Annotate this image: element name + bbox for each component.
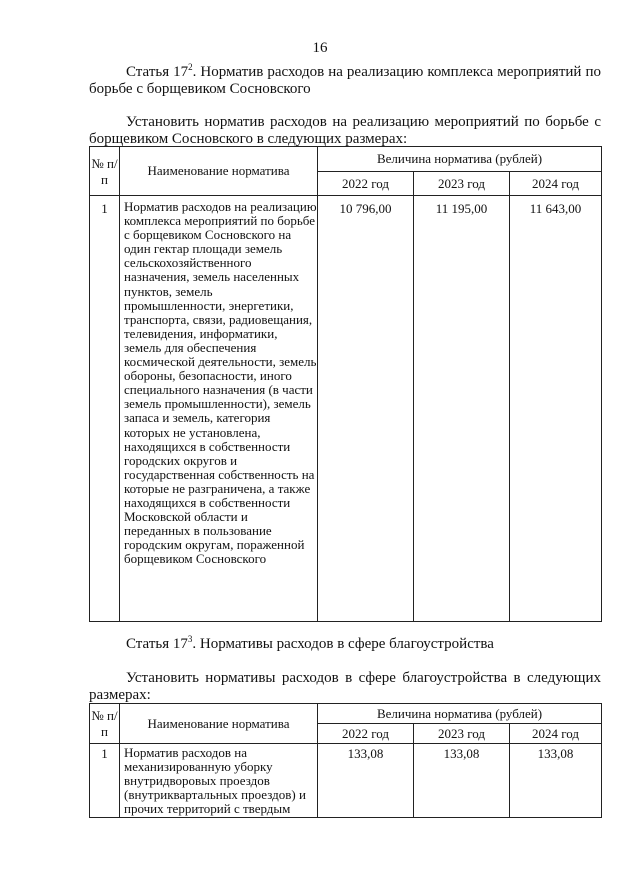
- table-row: [90, 744, 602, 818]
- table-header-year-2022: 2022 год: [318, 724, 414, 744]
- table-row: [90, 196, 602, 622]
- table-header-value-group: Величина норматива (рублей): [318, 147, 602, 172]
- row-value-2022: 133,08: [318, 744, 414, 818]
- article-2-heading: [89, 636, 601, 653]
- row-name: Норматив расходов на реализацию комплекса мероприятий по борьбе с борщевиком Сосновского на один гектар площади земель сельскохозяйственного назначения, земель населенных пунктов, земель промышленности, энергетики, транспорта, связи, радиовещания, телевидения, информатики, земель для обеспечения космической деятельности, земель обороны, безопасности, иного специального назначения (в части земель промышленности), земель запаса и земель, категория которых не установлена, находящихся в собственности городских округов и государственная собственность на которые не разграничена, а также находящихся в собственности Московской области и переданных в пользование городским округам, пораженной борщевиком Сосновского: [120, 196, 318, 622]
- table-header-year-2023: 2023 год: [414, 172, 510, 196]
- table-header-name: Наименование норматива: [120, 147, 318, 196]
- row-value-2023: 133,08: [414, 744, 510, 818]
- article-1-heading: [89, 64, 601, 98]
- article-1-heading-text: . Норматив расходов на реализацию комплекса мероприятий по борьбе с борщевиком Сосновского: [89, 64, 601, 97]
- article-1-heading-superscript: 2: [188, 62, 193, 72]
- table-header-name: Наименование норматива: [120, 704, 318, 744]
- row-value-2022: 10 796,00: [318, 196, 414, 622]
- article-2-heading-superscript: 3: [187, 634, 193, 644]
- row-number: 1: [90, 196, 120, 622]
- row-value-2023: 11 195,00: [414, 196, 510, 622]
- article-1-table: [89, 146, 602, 622]
- table-header-year-2022: 2022 год: [318, 172, 414, 196]
- article-1-heading-prefix: Статья 17: [126, 64, 189, 80]
- table-header-number: № п/п: [90, 704, 120, 744]
- article-2-heading-prefix: Статья 17: [126, 636, 188, 652]
- row-value-2024: 133,08: [510, 744, 602, 818]
- row-value-2024: 11 643,00: [510, 196, 602, 622]
- table-header-year-2024: 2024 год: [510, 172, 602, 196]
- row-number: 1: [90, 744, 120, 818]
- article-1-intro: Установить норматив расходов на реализацию мероприятий по борьбе с борщевиком Сосновского в следующих размерах:: [89, 114, 601, 147]
- page-number: 16: [312, 40, 328, 56]
- table-header-year-2023: 2023 год: [414, 724, 510, 744]
- table-header-number: № п/п: [90, 147, 120, 196]
- article-2-table: [89, 703, 602, 818]
- table-header-year-2024: 2024 год: [510, 724, 602, 744]
- article-2-heading-text: . Нормативы расходов в сфере благоустройства: [192, 636, 494, 652]
- table-header-value-group: Величина норматива (рублей): [318, 704, 602, 724]
- article-2-intro: Установить нормативы расходов в сфере благоустройства в следующих размерах:: [89, 670, 601, 703]
- row-name: Норматив расходов на механизированную уборку внутридворовых проездов (внутриквартальных проездов) и прочих территорий с твердым: [120, 744, 318, 818]
